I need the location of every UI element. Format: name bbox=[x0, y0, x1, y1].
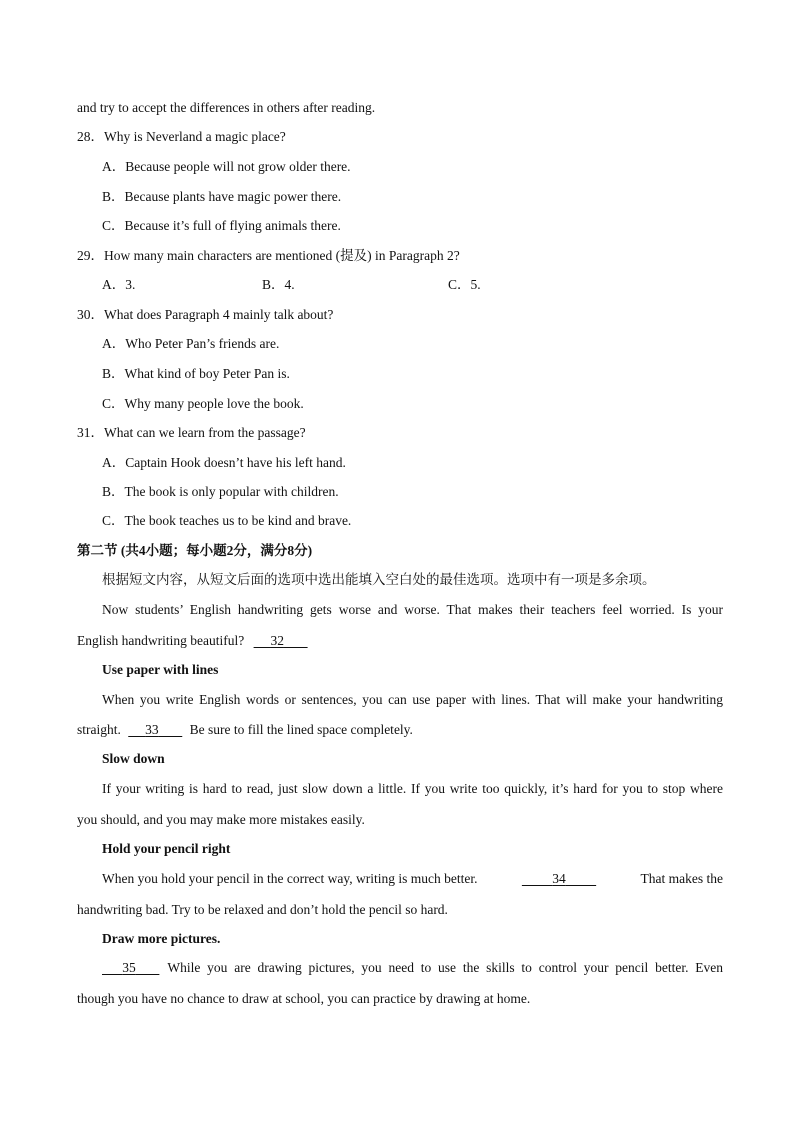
question-number: 30． bbox=[77, 307, 104, 322]
options-29 bbox=[102, 276, 481, 294]
option-30-a[interactable]: A．Who Peter Pan’s friends are. bbox=[102, 336, 280, 351]
option-29-a[interactable]: A．3. bbox=[102, 277, 136, 292]
option-28-b[interactable]: B．Because plants have magic power there. bbox=[102, 189, 342, 204]
question-stem: Why is Neverland a magic place? bbox=[104, 129, 286, 144]
paragraph-text: While you are drawing pictures, you need to use the skills to control your pencil better. Even bbox=[167, 960, 723, 975]
paragraph-3-line-1: If your writing is hard to read, just slow down a little. If you write too quickly, it’s hard for you to stop where bbox=[102, 781, 723, 796]
blank-number: 33 bbox=[145, 722, 159, 737]
option-29-c[interactable]: C．5. bbox=[448, 277, 481, 292]
paragraph-2-line-2 bbox=[77, 721, 413, 739]
paragraph-4-line-1 bbox=[102, 870, 723, 888]
section-instruction: 根据短文内容，从短文后面的选项中选出能填入空白处的最佳选项。选项中有一项是多余项。 bbox=[102, 572, 656, 587]
question-stem: What can we learn from the passage? bbox=[104, 425, 306, 440]
paragraph-text: That makes the bbox=[640, 871, 723, 886]
paragraph-5-line-2: though you have no chance to draw at school, you can practice by drawing at home. bbox=[77, 991, 531, 1006]
answer-blank-32[interactable] bbox=[254, 632, 308, 650]
subheading-slow-down: Slow down bbox=[102, 751, 165, 766]
paragraph-text: Be sure to fill the lined space completely. bbox=[189, 722, 413, 737]
subheading-use-paper: Use paper with lines bbox=[102, 662, 219, 677]
paragraph-3-line-2: you should, and you may make more mistakes easily. bbox=[77, 812, 365, 827]
paragraph-2-line-1: When you write English words or sentences, you can use paper with lines. That will make your handwriting bbox=[102, 692, 723, 707]
question-number: 29． bbox=[77, 248, 104, 263]
option-28-c[interactable]: C．Because it’s full of flying animals there. bbox=[102, 218, 341, 233]
blank-number: 32 bbox=[270, 633, 284, 648]
question-number: 31． bbox=[77, 425, 104, 440]
option-31-b[interactable]: B．The book is only popular with children. bbox=[102, 484, 339, 499]
option-30-c[interactable]: C．Why many people love the book. bbox=[102, 396, 304, 411]
paragraph-text: straight. bbox=[77, 722, 121, 737]
section-heading: 第二节 (共4小题；每小题2分，满分8分) bbox=[77, 543, 313, 558]
option-31-a[interactable]: A．Captain Hook doesn’t have his left hand. bbox=[102, 455, 346, 470]
question-28 bbox=[77, 128, 286, 146]
paragraph-text: When you hold your pencil in the correct way, writing is much better. bbox=[102, 871, 478, 886]
option-31-c[interactable]: C．The book teaches us to be kind and brave. bbox=[102, 513, 352, 528]
paragraph-1-line-1: Now students’ English handwriting gets worse and worse. That makes their teachers feel worried. Is your bbox=[102, 602, 723, 617]
paragraph-1-line-2 bbox=[77, 632, 308, 650]
answer-blank-34[interactable] bbox=[522, 870, 596, 888]
question-29 bbox=[77, 247, 460, 265]
question-stem: What does Paragraph 4 mainly talk about? bbox=[104, 307, 334, 322]
question-stem: How many main characters are mentioned (提及) in Paragraph 2? bbox=[104, 248, 460, 263]
subheading-hold-pencil: Hold your pencil right bbox=[102, 841, 231, 856]
paragraph-text: English handwriting beautiful? bbox=[77, 633, 245, 648]
option-28-a[interactable]: A．Because people will not grow older there. bbox=[102, 159, 351, 174]
blank-number: 35 bbox=[122, 960, 136, 975]
blank-number: 34 bbox=[552, 871, 566, 886]
paragraph-5-line-1 bbox=[102, 959, 723, 977]
subheading-draw-pictures: Draw more pictures. bbox=[102, 931, 221, 946]
option-30-b[interactable]: B．What kind of boy Peter Pan is. bbox=[102, 366, 290, 381]
question-30 bbox=[77, 306, 333, 324]
option-29-b[interactable]: B．4. bbox=[262, 277, 295, 292]
passage-tail: and try to accept the differences in others after reading. bbox=[77, 100, 376, 115]
answer-blank-33[interactable] bbox=[128, 721, 182, 739]
question-31 bbox=[77, 424, 306, 442]
paragraph-4-line-2: handwriting bad. Try to be relaxed and don’t hold the pencil so hard. bbox=[77, 902, 448, 917]
answer-blank-35[interactable] bbox=[102, 959, 159, 977]
question-number: 28． bbox=[77, 129, 104, 144]
